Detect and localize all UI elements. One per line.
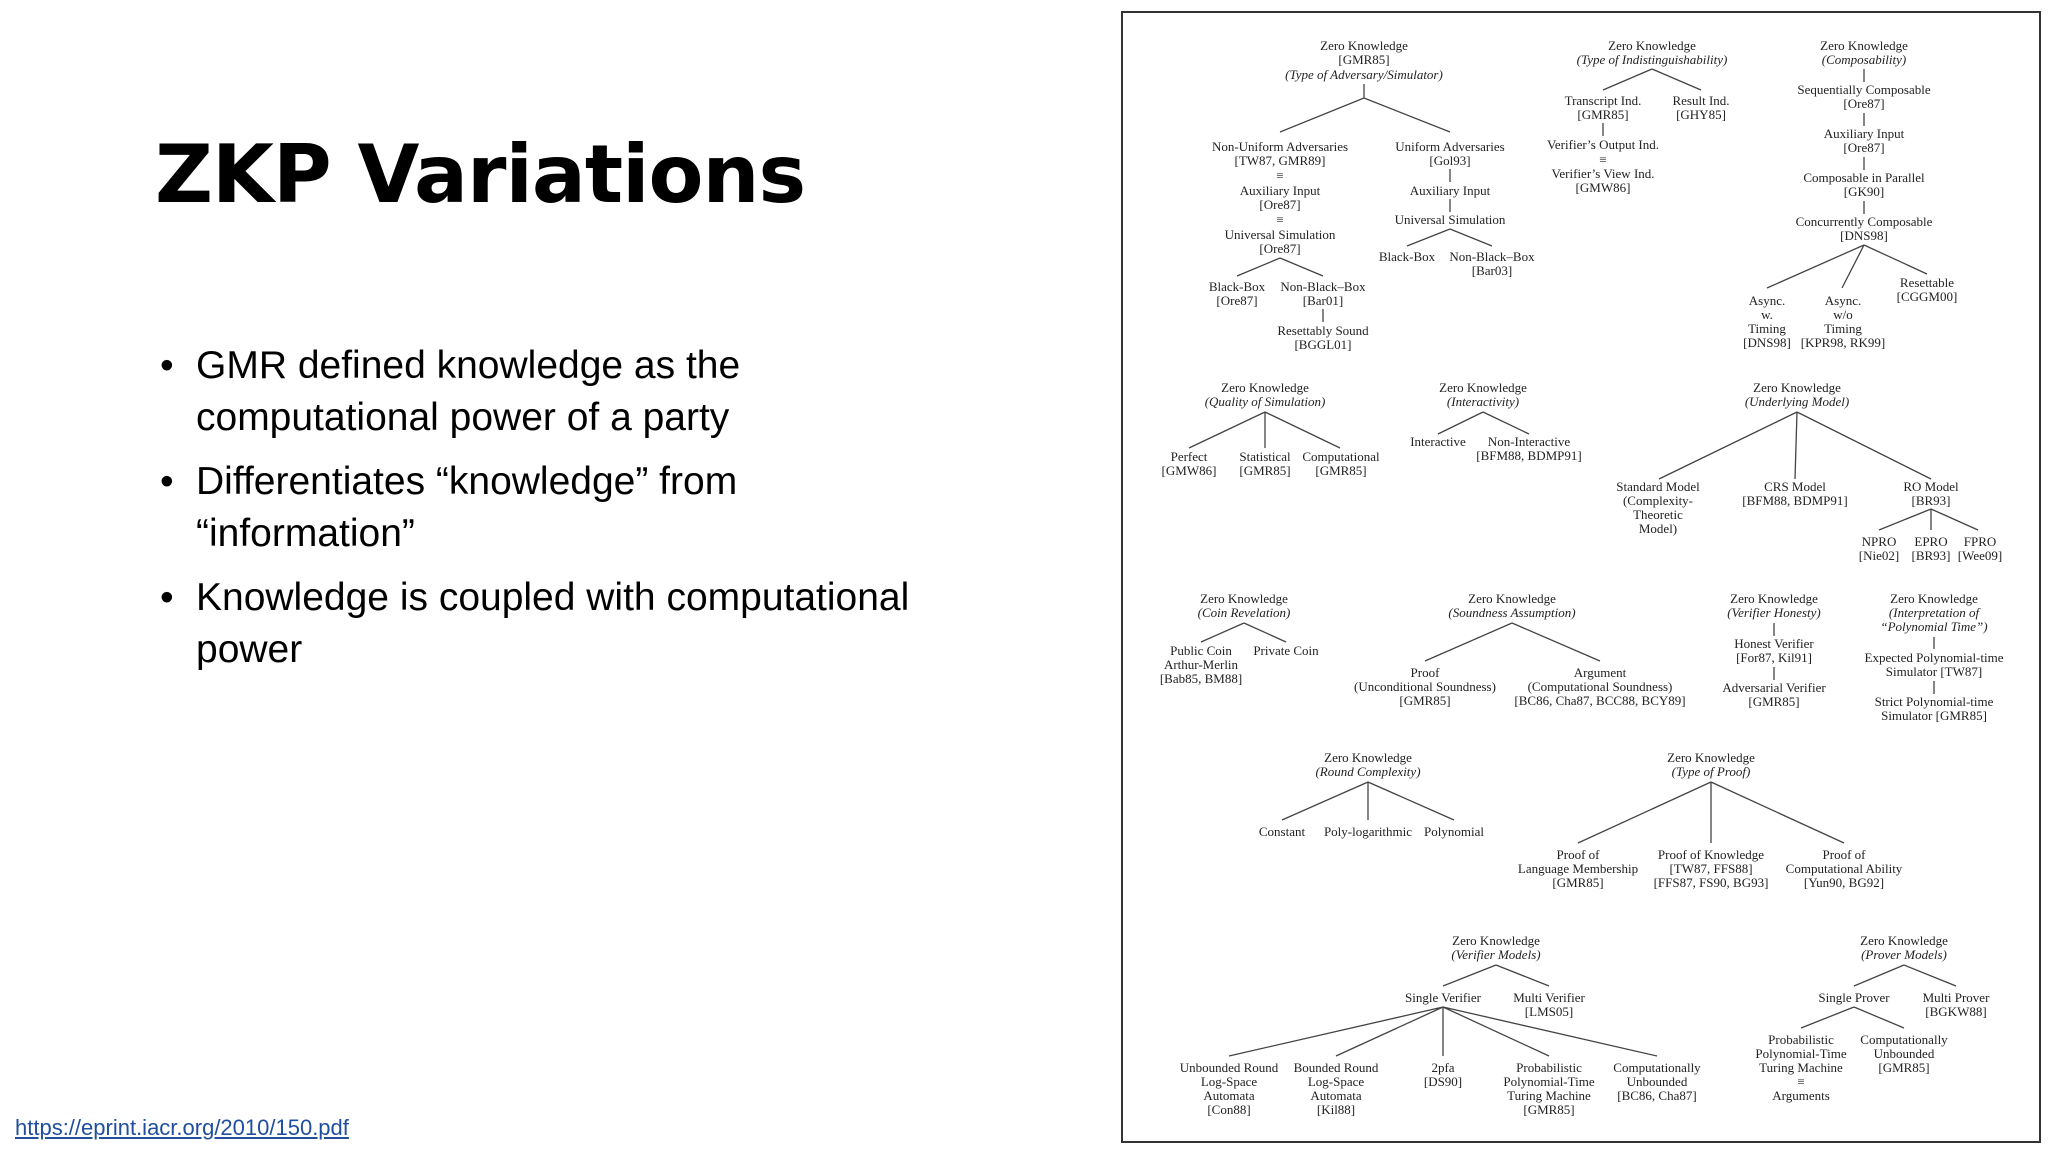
node: Unbounded Round	[1179, 1060, 1279, 1075]
node-ref: [TW87, GMR89]	[1234, 153, 1326, 168]
node: CRS Model	[1764, 479, 1826, 494]
node: Proof	[1410, 665, 1440, 680]
node: Turing Machine	[1759, 1060, 1843, 1075]
node-ref: [GMR85]	[1577, 107, 1629, 122]
node: Composable in Parallel	[1803, 170, 1925, 185]
node: Proof of	[1556, 847, 1600, 862]
node-title: Zero Knowledge	[1860, 933, 1948, 948]
node-ref: [Ore87]	[1259, 241, 1301, 256]
node: Probabilistic	[1768, 1032, 1834, 1047]
node: w/o	[1833, 307, 1853, 322]
node: Private Coin	[1253, 643, 1319, 658]
node: Resettably Sound	[1277, 323, 1369, 338]
node-ref: [BGGL01]	[1294, 337, 1352, 352]
node-ref: [Ore87]	[1843, 140, 1885, 155]
node-ref: [GK90]	[1843, 184, 1885, 199]
node: Theoretic	[1633, 507, 1683, 522]
node: Uniform Adversaries	[1395, 139, 1505, 154]
node: Non-Uniform Adversaries	[1211, 139, 1349, 154]
node-ref: [GMR85]	[1523, 1102, 1575, 1117]
node-ref: [Con88]	[1207, 1102, 1251, 1117]
edge	[1189, 412, 1340, 448]
equiv-symbol: ≡	[1797, 1074, 1805, 1089]
node: Transcript Ind.	[1564, 93, 1642, 108]
node: Simulator [TW87]	[1885, 664, 1983, 679]
node-ref: [Ore87]	[1843, 96, 1885, 111]
node: Concurrently Composable	[1795, 214, 1933, 229]
node-ref: [BC86, Cha87]	[1617, 1088, 1697, 1103]
edge	[1280, 84, 1450, 132]
node: Strict Polynomial-time	[1874, 694, 1994, 709]
node: Auxiliary Input	[1823, 126, 1905, 141]
source-link[interactable]: https://eprint.iacr.org/2010/150.pdf	[15, 1115, 349, 1140]
node: (Computational Soundness)	[1527, 679, 1673, 694]
node: Verifier’s View Ind.	[1551, 166, 1655, 181]
node: Multi Prover	[1922, 990, 1990, 1005]
node: Async.	[1824, 293, 1862, 308]
node: Model)	[1638, 521, 1678, 536]
node: Statistical	[1239, 449, 1291, 464]
node-ref: [Bar03]	[1471, 263, 1513, 278]
node: Proof of Knowledge	[1657, 847, 1765, 862]
node-title: Zero Knowledge	[1608, 38, 1696, 53]
node: (Complexity-	[1622, 493, 1694, 508]
node-subtitle: (Type of Proof)	[1671, 764, 1751, 779]
node-ref: [GMR85]	[1748, 694, 1800, 709]
node: Language Membership	[1517, 861, 1639, 876]
node: Sequentially Composable	[1797, 82, 1931, 97]
node: NPRO	[1861, 534, 1897, 549]
node: Polynomial-Time	[1755, 1046, 1847, 1061]
node-title: Zero Knowledge	[1221, 380, 1309, 395]
node: Single Verifier	[1405, 990, 1481, 1005]
node-ref: [BFM88, BDMP91]	[1742, 493, 1848, 508]
node-ref: [Kil88]	[1316, 1102, 1356, 1117]
node-ref: [TW87, FFS88]	[1669, 861, 1753, 876]
node: Black-Box	[1378, 249, 1436, 264]
node-ref: [LMS05]	[1524, 1004, 1574, 1019]
node-subtitle: (Type of Indistinguishability)	[1576, 52, 1728, 67]
node: Arthur-Merlin	[1163, 657, 1239, 672]
node-subtitle: (Underlying Model)	[1744, 394, 1850, 409]
edge	[1282, 782, 1454, 820]
node-ref: [BR93]	[1911, 548, 1951, 563]
node-ref: [DNS98]	[1743, 335, 1791, 350]
node-ref: [DNS98]	[1840, 228, 1888, 243]
bullet-item: • Knowledge is coupled with computational power	[160, 572, 960, 676]
node: Interactive	[1410, 434, 1466, 449]
node-ref: [BC86, Cha87, BCC88, BCY89]	[1514, 693, 1686, 708]
node-subtitle: (Interactivity)	[1446, 394, 1520, 409]
node: Single Prover	[1818, 990, 1890, 1005]
node: Timing	[1824, 321, 1862, 336]
node-ref: [Nie02]	[1858, 548, 1900, 563]
node: Turing Machine	[1507, 1088, 1591, 1103]
node-subtitle: (Prover Models)	[1861, 947, 1947, 962]
node-title: Zero Knowledge	[1320, 38, 1408, 53]
node: Universal Simulation	[1394, 212, 1506, 227]
node: Computational Ability	[1785, 861, 1903, 876]
edge	[1229, 1007, 1657, 1056]
node-ref: [GMR85]	[1878, 1060, 1930, 1075]
node-title: Zero Knowledge	[1890, 591, 1978, 606]
edge	[1854, 965, 1956, 986]
edge	[1237, 258, 1323, 276]
node: Auxiliary Input	[1239, 183, 1321, 198]
equiv-symbol: ≡	[1599, 152, 1607, 167]
node-title: Zero Knowledge	[1468, 591, 1556, 606]
node-subtitle: (Interpretation of	[1888, 605, 1980, 620]
node: Public Coin	[1170, 643, 1232, 658]
node: Unbounded	[1873, 1046, 1935, 1061]
equiv-symbol: ≡	[1276, 212, 1284, 227]
node-title: Zero Knowledge	[1200, 591, 1288, 606]
node-ref: [BFM88, BDMP91]	[1476, 448, 1582, 463]
node: Result Ind.	[1672, 93, 1730, 108]
node-ref: [DS90]	[1423, 1074, 1463, 1089]
node-ref: [KPR98, RK99]	[1800, 335, 1886, 350]
node-title: Zero Knowledge	[1753, 380, 1841, 395]
node-subtitle: (Verifier Models)	[1451, 947, 1541, 962]
node: (Unconditional Soundness)	[1354, 679, 1496, 694]
node-subtitle: (Composability)	[1821, 52, 1907, 67]
node-ref: [FFS87, FS90, BG93]	[1653, 875, 1769, 890]
node: Bounded Round	[1293, 1060, 1379, 1075]
edge	[1407, 229, 1492, 246]
node: Automata	[1310, 1088, 1362, 1103]
node-subtitle: (Round Complexity)	[1315, 764, 1421, 779]
node-ref: [Ore87]	[1259, 197, 1301, 212]
node: Automata	[1203, 1088, 1255, 1103]
node-ref: [Gol93]	[1429, 153, 1471, 168]
node: EPRO	[1914, 534, 1948, 549]
node: Async.	[1748, 293, 1786, 308]
node-ref: [Bar01]	[1302, 293, 1344, 308]
edge	[1438, 412, 1529, 434]
taxonomy-diagram	[1123, 13, 2043, 1145]
node: Multi Verifier	[1513, 990, 1585, 1005]
node-subtitle: (Type of Adversary/Simulator)	[1285, 67, 1443, 82]
node-subtitle: (Verifier Honesty)	[1727, 605, 1821, 620]
node: Arguments	[1772, 1088, 1830, 1103]
node-title: Zero Knowledge	[1439, 380, 1527, 395]
node-title: Zero Knowledge	[1452, 933, 1540, 948]
zk-taxonomy-figure	[1121, 11, 2041, 1143]
node-subtitle: (Coin Revelation)	[1197, 605, 1291, 620]
node: Computationally	[1860, 1032, 1948, 1047]
node-ref: [Bab85, BM88]	[1159, 671, 1243, 686]
node: Expected Polynomial-time	[1864, 650, 2004, 665]
node: Computational	[1302, 449, 1380, 464]
node-ref: [GMW86]	[1161, 463, 1217, 478]
node-ref: [GMR85]	[1239, 463, 1291, 478]
node-ref: [GHY85]	[1676, 107, 1726, 122]
node: Log-Space	[1200, 1074, 1258, 1089]
node: w.	[1761, 307, 1773, 322]
node-title: Zero Knowledge	[1667, 750, 1755, 765]
node-ref: [GMR85]	[1338, 52, 1390, 67]
node: Poly-logarithmic	[1323, 824, 1413, 839]
node: RO Model	[1903, 479, 1959, 494]
node: Perfect	[1170, 449, 1208, 464]
node: FPRO	[1963, 534, 1997, 549]
node: Non-Black–Box	[1449, 249, 1535, 264]
node: Polynomial-Time	[1503, 1074, 1595, 1089]
node: Simulator [GMR85]	[1881, 708, 1987, 723]
edge	[1201, 623, 1286, 642]
node: Argument	[1573, 665, 1627, 680]
node: Non-Interactive	[1487, 434, 1571, 449]
node: 2pfa	[1431, 1060, 1455, 1075]
node: Verifier’s Output Ind.	[1546, 137, 1660, 152]
edge	[1578, 782, 1844, 843]
node-ref: [GMR85]	[1399, 693, 1451, 708]
node: Computationally	[1613, 1060, 1701, 1075]
node-subtitle: (Soundness Assumption)	[1448, 605, 1576, 620]
node-ref: [BR93]	[1911, 493, 1951, 508]
node: Auxiliary Input	[1409, 183, 1491, 198]
edge	[1659, 412, 1931, 479]
edge	[1443, 965, 1549, 986]
node-ref: [GMR85]	[1315, 463, 1367, 478]
node: Non-Black–Box	[1280, 279, 1366, 294]
node: Proof of	[1822, 847, 1866, 862]
node-subtitle: (Quality of Simulation)	[1204, 394, 1326, 409]
node-title: Zero Knowledge	[1730, 591, 1818, 606]
node-ref: [BGKW88]	[1925, 1004, 1987, 1019]
edge	[1603, 69, 1701, 90]
bullet-list	[160, 340, 960, 688]
node: Universal Simulation	[1224, 227, 1336, 242]
node-subtitle: “Polynomial Time”)	[1880, 619, 1988, 634]
node-title: Zero Knowledge	[1324, 750, 1412, 765]
node: Probabilistic	[1516, 1060, 1582, 1075]
bullet-item: • Differentiates “knowledge” from “information”	[160, 456, 960, 560]
node: Resettable	[1899, 275, 1955, 290]
slide-title: ZKP Variations	[155, 128, 806, 221]
node: Standard Model	[1616, 479, 1700, 494]
node-ref: [For87, Kil91]	[1736, 650, 1812, 665]
node: Unbounded	[1626, 1074, 1688, 1089]
edge	[1425, 623, 1600, 661]
node-title: Zero Knowledge	[1820, 38, 1908, 53]
node: Honest Verifier	[1734, 636, 1814, 651]
node: Timing	[1748, 321, 1786, 336]
node-ref: [Wee09]	[1957, 548, 2003, 563]
node-ref: [Yun90, BG92]	[1803, 875, 1885, 890]
equiv-symbol: ≡	[1276, 168, 1284, 183]
edge	[1801, 1007, 1904, 1028]
node: Constant	[1258, 824, 1306, 839]
node: Black-Box	[1208, 279, 1266, 294]
node-ref: [CGGM00]	[1896, 289, 1958, 304]
node-ref: [GMW86]	[1575, 180, 1631, 195]
node-ref: [GMR85]	[1552, 875, 1604, 890]
node: Polynomial	[1424, 824, 1484, 839]
edge	[1879, 509, 1978, 530]
node: Log-Space	[1307, 1074, 1365, 1089]
node-ref: [Ore87]	[1216, 293, 1258, 308]
bullet-item: • GMR defined knowledge as the computational power of a party	[160, 340, 960, 444]
node: Adversarial Verifier	[1722, 680, 1826, 695]
